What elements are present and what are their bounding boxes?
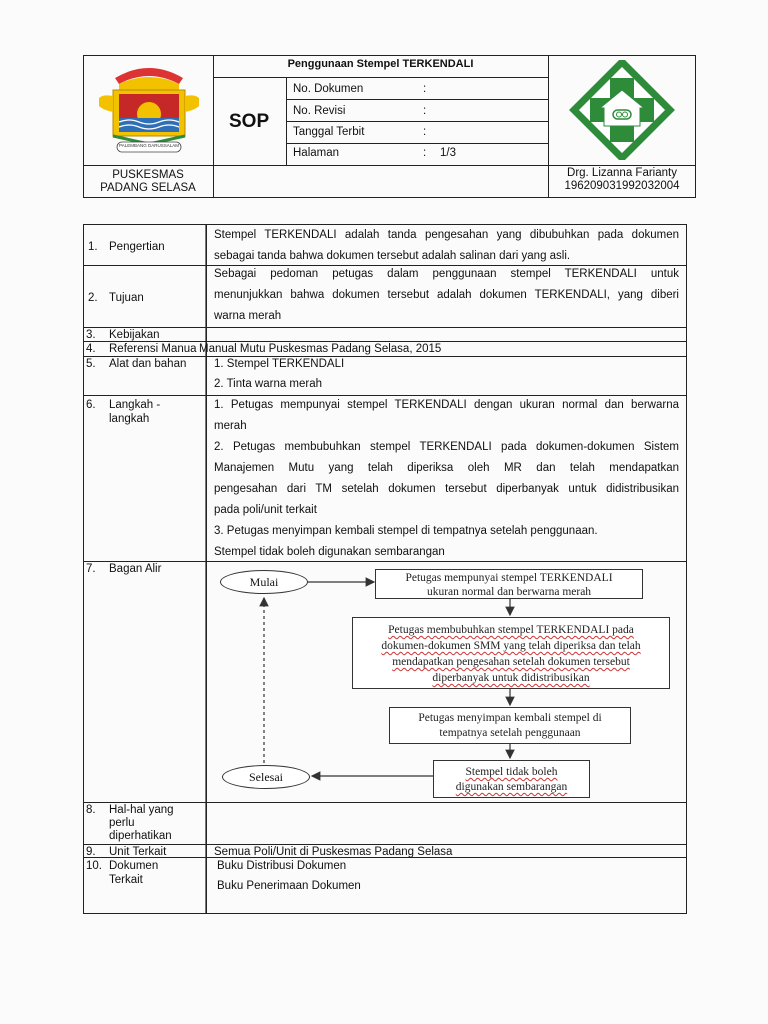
flowchart-step-2-line: dokumen-dokumen SMM yang telah diperiksa dan telah [381,640,641,652]
section-10-line: Buku Penerimaan Dokumen [217,880,361,892]
section-7-number: 7. [86,563,96,575]
section-6-line: Stempel tidak boleh digunakan sembarangan [214,546,445,558]
section-9-label: Unit Terkait [109,846,167,858]
section-8-label-cont: perlu [109,817,135,829]
flowchart-step-3 [389,707,631,744]
section-2-label: Tujuan [109,292,144,304]
section-6-line: 1. Petugas mempunyai stempel TERKENDALI dengan ukuran normal dan berwarna [214,399,679,411]
field-tanggal-terbit-sep: : [423,126,427,138]
section-4-content: Manual Mutu Puskesmas Padang Selasa, 2015 [199,343,442,355]
section-4-label: Referensi Manua [109,343,197,355]
field-no-dokumen-label: No. Dokumen [293,83,364,95]
signer-nip: 196209031992032004 [564,180,680,192]
flowchart-end: Selesai [222,765,310,789]
section-3-number: 3. [86,329,96,341]
flowchart-step-2-line: mendapatkan pengesahan setelah dokumen tersebut [392,656,630,668]
flowchart-step-2 [352,617,670,689]
section-1-number: 1. [88,241,98,253]
signer-name: Drg. Lizanna Farianty [567,167,677,179]
section-8-number: 8. [86,804,96,816]
section-1-label: Pengertian [109,241,165,253]
section-10-line: Buku Distribusi Dokumen [217,860,347,872]
field-tanggal-terbit-label: Tanggal Terbit [293,126,365,138]
org-name-line2: PADANG SELASA [100,182,196,194]
flowchart-step-3-line: tempatnya setelah penggunaan [439,727,581,739]
flowchart-step-1 [375,569,643,599]
section-3-label: Kebijakan [109,329,160,341]
section-2-line: Sebagai pedoman petugas dalam penggunaan stempel TERKENDALI untuk [214,268,679,280]
section-9-number: 9. [86,846,96,858]
flowchart-step-4 [433,760,590,798]
section-6-line: pada poli/unit terkait [214,504,317,516]
section-6-number: 6. [86,399,96,411]
section-1-line: Stempel TERKENDALI adalah tanda pengesahan yang dibubuhkan pada dokumen [214,229,679,241]
section-10-label: Dokumen [109,860,159,872]
field-no-revisi-sep: : [423,105,427,117]
section-6-label-cont: langkah [109,413,150,425]
section-6-line: pengesahan dari TM setelah dokumen tersebut diperbanyak untuk didistribusikan [214,483,679,495]
field-halaman-sep: : [423,147,427,159]
flowchart-step-2-line: Petugas membubuhkan stempel TERKENDALI pada [388,624,634,636]
section-5-number: 5. [86,358,96,370]
sop-label: SOP [229,111,270,132]
document-title: Penggunaan Stempel TERKENDALI [287,58,474,70]
section-6-line: 3. Petugas menyimpan kembali stempel di tempatnya setelah penggunaan. [214,525,598,537]
section-2-line: menunjukkan bahwa dokumen tersebut adalah dokumen TERKENDALI, yang diberi [214,289,679,301]
field-halaman-value: 1/3 [440,147,456,159]
field-halaman-label: Halaman [293,147,340,159]
section-10-number: 10. [86,860,102,872]
flowchart-step-1-line: Petugas mempunyai stempel TERKENDALI [405,572,613,584]
section-2-line: warna merah [214,310,282,322]
flowchart-step-1-line: ukuran normal dan berwarna merah [426,586,592,598]
org-name-line1: PUSKESMAS [112,169,184,181]
section-4-number: 4. [86,343,96,355]
section-5-line: 2. Tinta warna merah [214,378,323,390]
section-10-label-cont: Terkait [109,874,143,886]
flowchart-step-3-line: Petugas menyimpan kembali stempel di [418,712,602,724]
flowchart-start: Mulai [220,570,308,594]
section-5-label: Alat dan bahan [109,358,187,370]
section-6-line: 2. Petugas membubuhkan stempel TERKENDALI pada dokumen-dokumen Sistem [214,441,679,453]
section-7-label: Bagan Alir [109,563,162,575]
section-6-label: Langkah - [109,399,161,411]
flowchart-step-2-line: diperbanyak untuk didistribusikan [432,672,590,684]
section-2-number: 2. [88,292,98,304]
section-8-label-cont2: diperhatikan [109,830,172,842]
section-6-line: merah [214,420,247,432]
section-9-content: Semua Poli/Unit di Puskesmas Padang Selasa [214,846,453,858]
flowchart-step-4-line: digunakan sembarangan [455,781,568,793]
section-8-label: Hal-hal yang [109,804,174,816]
section-5-line: 1. Stempel TERKENDALI [214,358,345,370]
section-1-line: sebagai tanda bahwa dokumen tersebut adalah salinan dari yang asli. [214,250,571,262]
field-no-revisi-label: No. Revisi [293,105,346,117]
section-6-line: Manajemen Mutu yang telah diperiksa oleh MR dan telah mendapatkan [214,462,679,474]
crest-motto: PALEMBANG DARUSSALAM [119,143,179,148]
field-no-dokumen-sep: : [423,83,427,95]
flowchart-step-4-line: Stempel tidak boleh [465,766,558,778]
